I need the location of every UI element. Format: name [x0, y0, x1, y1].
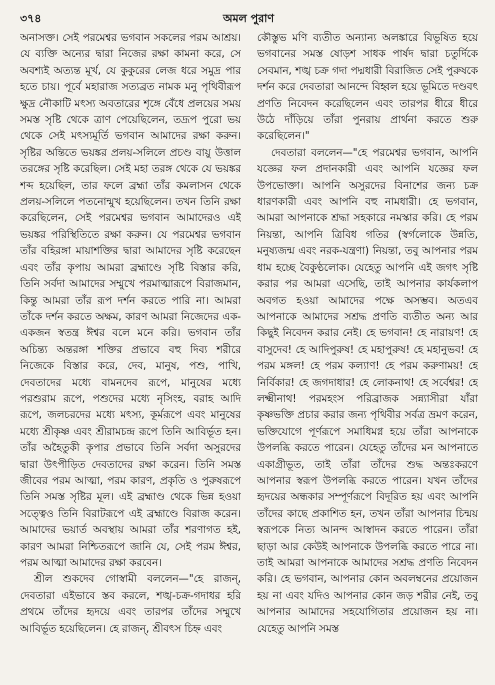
paragraph: অনাসক্ত। সেই পরমেশ্বর ভগবান সকলের পরম আশ্রয়। যে ব্যক্তি অন্যের দ্বারা নিজের রক্ষা কামনা করে, সে অবশ্যই অত্যন্ত মূর্খ, যে কুকুরের লেজ ধরে সমুদ্র পার হতে চায়। পূর্বে মহারাজ সত্যব্রত নামক মনু পৃথিবীরূপ ক্ষুদ্র নৌকাটি মৎস্য অবতারের শৃঙ্গে বেঁধে প্রলয়ের সময় সমস্ত সৃষ্টি থেকে ত্রাণ পেয়েছিলেন, তদ্রূপ পুরো ভয় থেকে সেই মৎস্যমূর্তি ভগবান আমাদের রক্ষা করুন। সৃষ্টির অন্তিতে ভয়ঙ্কর প্রলয়-সলিলে প্রচণ্ড বায়ু উত্তাল তরঙ্গের সৃষ্টি করেছিল। সেই মহা তরঙ্গ থেকে যে ভয়ঙ্কর শব্দ হয়েছিল, তার ফলে ব্রহ্মা তাঁর কমলাসন থেকে প্রলয়-সলিলে পতনোন্মুখ হয়েছিলেন। তখন তিনি রক্ষা করেছিলেন, সেই পরমেশ্বর ভগবান আমাদেরও এই ভয়ঙ্কর পরিস্থিতিতে রক্ষা করুন। যে পরমেশ্বর ভগবান তাঁর বহিরঙ্গা মায়াশক্তির দ্বারা আমাদের সৃষ্টি করেছেন এবং তাঁর কৃপায় আমরা ব্রহ্মাণ্ডে সৃষ্টি বিস্তার করি, তিনি সর্বদা আমাদের সম্মুখে পরমাত্মারূপে বিরাজমান, কিন্তু আমরা তাঁর রূপ দর্শন করতে পারি না। আমরা তাঁকে দর্শন করতে অক্ষম, কারণ আমরা নিজেদের এক-একজন স্বতন্ত্র ঈশ্বর বলে মনে করি। ভগবান তাঁর অচিন্ত্য অন্তরঙ্গা শক্তির প্রভাবে বহু দিব্য শরীরে নিজেকে বিস্তার করে, দেব, মানুষ, পশু, পাখি, দেবতাদের মধ্যে বামনদেব রূপে, মানুষের মধ্যে পরশুরাম রূপে, পশুদের মধ্যে নৃসিংহ, বরাহ আদি রূপে, জলচরদের মধ্যে মৎস্য, কূর্মরূপে এবং মানুষের মধ্যে শ্রীকৃষ্ণ এবং শ্রীরামচন্দ্র রূপে তিনি আবির্ভূত হন। তাঁর অহৈতুকী কৃপার প্রভাবে তিনি সর্বদা অসুরদের দ্বারা উৎপীড়িত দেবতাদের রক্ষা করেন। তিনি সমস্ত জীবের পরম আত্মা, পরম কারণ, প্রকৃতি ও পুরুষরূপে তিনি সমস্ত সৃষ্টির মূল। এই ব্রহ্মাণ্ড থেকে ভিন্ন হওয়া সত্ত্বেও তিনি বিরাটরূপে এই ব্রহ্মাণ্ডে বিরাজ করেন। আমাদের ভয়ার্ত অবস্থায় আমরা তাঁর শরণাগত হই, কারণ আমরা নিশ্চিতরূপে জানি যে, সেই পরম ঈশ্বর, পরম আত্মা আমাদের রক্ষা করবেন।	[20, 32, 241, 569]
left-column	[20, 30, 241, 678]
page-header	[20, 10, 477, 26]
page-number: ৩৭৪	[20, 12, 42, 25]
paragraph: শ্রীল শুকদেব গোস্বামী বললেন—"হে রাজন্, দেবতারা এইভাবে স্তব করলে, শঙ্খ-চক্র-গদাধর হরি প্রথমে তাঁদের হৃদয়ে এবং তারপর তাঁদের সম্মুখে আবির্ভূত হয়েছিলেন। হে রাজন্, শ্রীবৎস চিহ্ন এবং	[20, 573, 241, 635]
paragraph: কৌস্তুভ মণি ব্যতীত অন্যান্য অলঙ্কারে বিভূষিত হয়ে ভগবানের সমস্ত ষোড়শ সাধক পার্ষদ দ্বারা চতুর্দিকে সেবমান, শঙ্খ চক্র গদা পদ্মধারী বিরাজিত সেই পুরুষকে দর্শন করে দেবতারা আনন্দে বিহ্বল হয়ে ভূমিতে দণ্ডবৎ প্রণতি নিবেদন করেছিলেন এবং তারপর ধীরে ধীরে উঠে দাঁড়িয়ে তাঁরা পুনরায় প্রার্থনা করতে শুরু করেছিলেন।"	[257, 32, 478, 143]
text-columns	[20, 30, 478, 678]
paragraph: দেবতারা বললেন—"হে পরমেশ্বর ভগবান, আপনি যজ্ঞের ফল প্রদানকারী এবং আপনি যজ্ঞের ফল উপভোক্তা। আপনি অসুরদের বিনাশের জন্য চক্র ধারণকারী এবং আপনি বহু নামধারী। হে ভগবান, আমরা আপনাকে শ্রদ্ধা সহকারে নমস্কার করি। হে পরম নিয়ন্তা, আপনি ত্রিবিধ গতির (স্বর্গলোকে উন্নতি, মনুষ্যজন্ম এবং নরক-যন্ত্রণা) নিয়ন্তা, তবু আপনার পরম ধাম হচ্ছে বৈকুণ্ঠলোক। যেহেতু আপনি এই জগৎ সৃষ্টি করার পর আমরা এসেছি, তাই আপনার কার্যকলাপ অবগত হওয়া আমাদের পক্ষে অসম্ভব। অতএব আপনাকে আমাদের সশ্রদ্ধ প্রণতি ব্যতীত অন্য আর কিছুই নিবেদন করার নেই। হে ভগবান! হে নারায়ণ! হে বাসুদেব! হে আদিপুরুষ! হে মহাপুরুষ! হে মহানুভব! হে পরম মঙ্গল! হে পরম কল্যাণ! হে পরম করুণাময়! হে নির্বিকার! হে জগদাধার! হে লোকনাথ! হে সর্বেশ্বর! হে লক্ষ্মীনাথ! পরমহংস পরিব্রাজক সন্ন্যাসীরা যাঁরা কৃষ্ণভক্তি প্রচার করার জন্য পৃথিবীর সর্বত্র ভ্রমণ করেন, ভক্তিযোগে পূর্ণরূপে সমাধিমগ্ন হয়ে তাঁরা আপনাকে উপলব্ধি করতে পারেন। যেহেতু তাঁদের মন আপনাতে একাগ্রীভূত, তাই তাঁরা তাঁদের শুদ্ধ অন্তঃকরণে আপনার স্বরূপ উপলব্ধি করতে পারেন। যখন তাঁদের হৃদয়ের অন্ধকার সম্পূর্ণরূপে বিদূরিত হয় এবং আপনি তাঁদের কাছে প্রকাশিত হন, তখন তাঁরা আপনার চিন্ময় স্বরূপকে নিত্য আনন্দ আস্বাদন করতে পারেন। তাঁরা ছাড়া আর কেউই আপনাকে উপলব্ধি করতে পারে না। তাই আমরা আপনাকে আমাদের সশ্রদ্ধ প্রণতি নিবেদন করি। হে ভগবান, আপনার কোন অবলম্বনের প্রয়োজন হয় না এবং যদিও আপনার কোন জড় শরীর নেই, তবু আপনার আমাদের সহযোগিতার প্রয়োজন হয় না। যেহেতু আপনি সমস্ত	[257, 146, 478, 635]
running-title: অমল পুরাণ	[222, 12, 275, 25]
right-column	[257, 30, 478, 678]
